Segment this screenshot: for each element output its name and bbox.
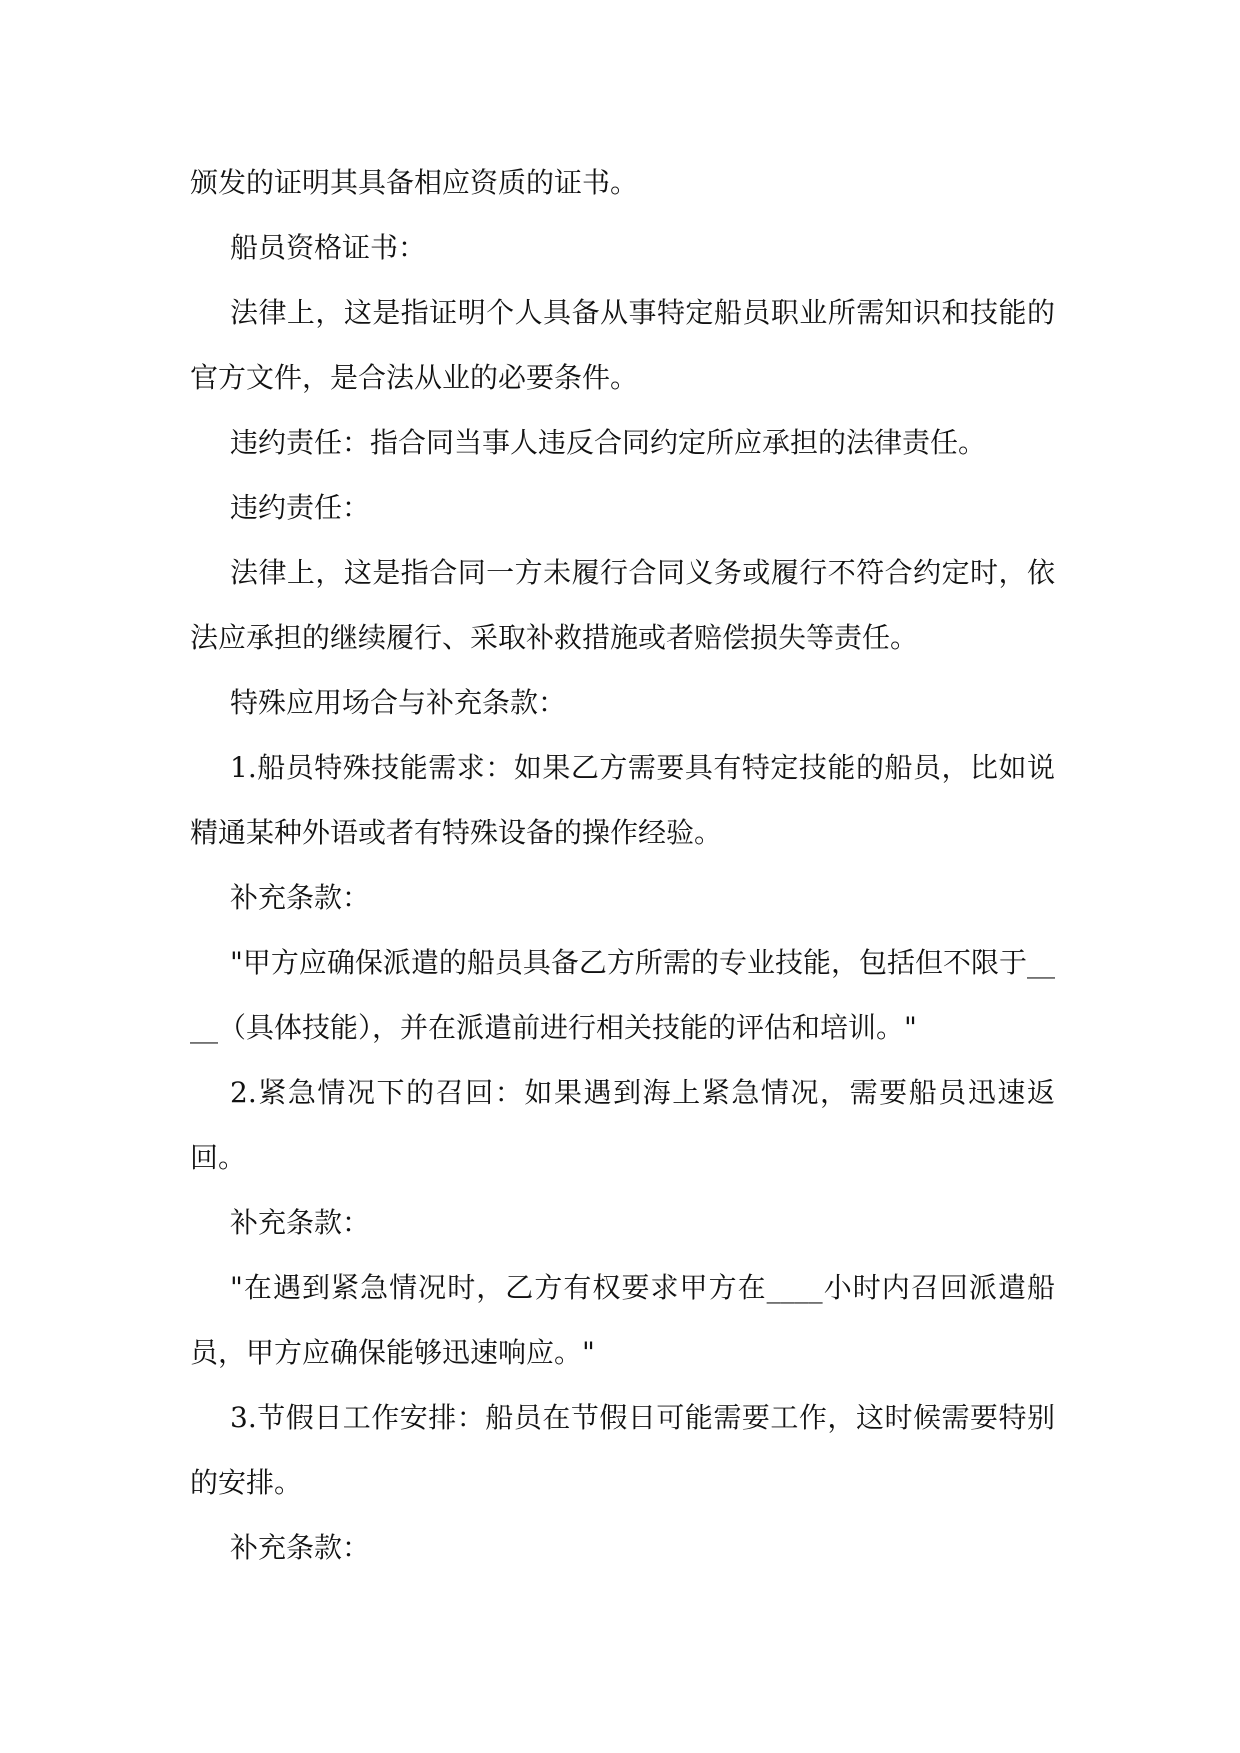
paragraph-liability-definition: 法律上，这是指合同一方未履行合同义务或履行不符合约定时，依法应承担的继续履行、采取补救措施或者赔偿损失等责任。 [190, 556, 1055, 654]
paragraph-supplement-label-1: 补充条款： [230, 881, 371, 914]
paragraph-item-1: 1.船员特殊技能需求：如果乙方需要具有特定技能的船员，比如说精通某种外语或者有特殊设备的操作经验。 [190, 751, 1055, 849]
paragraph-item-2: 2.紧急情况下的召回：如果遇到海上紧急情况，需要船员迅速返回。 [190, 1076, 1055, 1174]
paragraph-heading-certificate: 船员资格证书： [230, 231, 427, 264]
paragraph-continuation: 颁发的证明其具备相应资质的证书。 [190, 166, 639, 199]
document-body [190, 150, 1055, 1580]
paragraph-supplement-1: "甲方应确保派遣的船员具备乙方所需的专业技能，包括但不限于____（具体技能），并在派遣前进行相关技能的评估和培训。" [190, 946, 1055, 1044]
paragraph-heading-liability: 违约责任： [230, 491, 371, 524]
paragraph-supplement-2: "在遇到紧急情况时，乙方有权要求甲方在____小时内召回派遣船员，甲方应确保能够迅速响应。" [190, 1271, 1055, 1369]
paragraph-supplement-label-2: 补充条款： [230, 1206, 371, 1239]
paragraph-liability-term: 违约责任：指合同当事人违反合同约定所应承担的法律责任。 [230, 426, 987, 459]
paragraph-supplement-label-3: 补充条款： [230, 1531, 371, 1564]
paragraph-heading-special-cases: 特殊应用场合与补充条款： [230, 686, 567, 719]
paragraph-item-3: 3.节假日工作安排：船员在节假日可能需要工作，这时候需要特别的安排。 [190, 1401, 1055, 1499]
paragraph-certificate-definition: 法律上，这是指证明个人具备从事特定船员职业所需知识和技能的官方文件，是合法从业的必要条件。 [190, 296, 1055, 394]
